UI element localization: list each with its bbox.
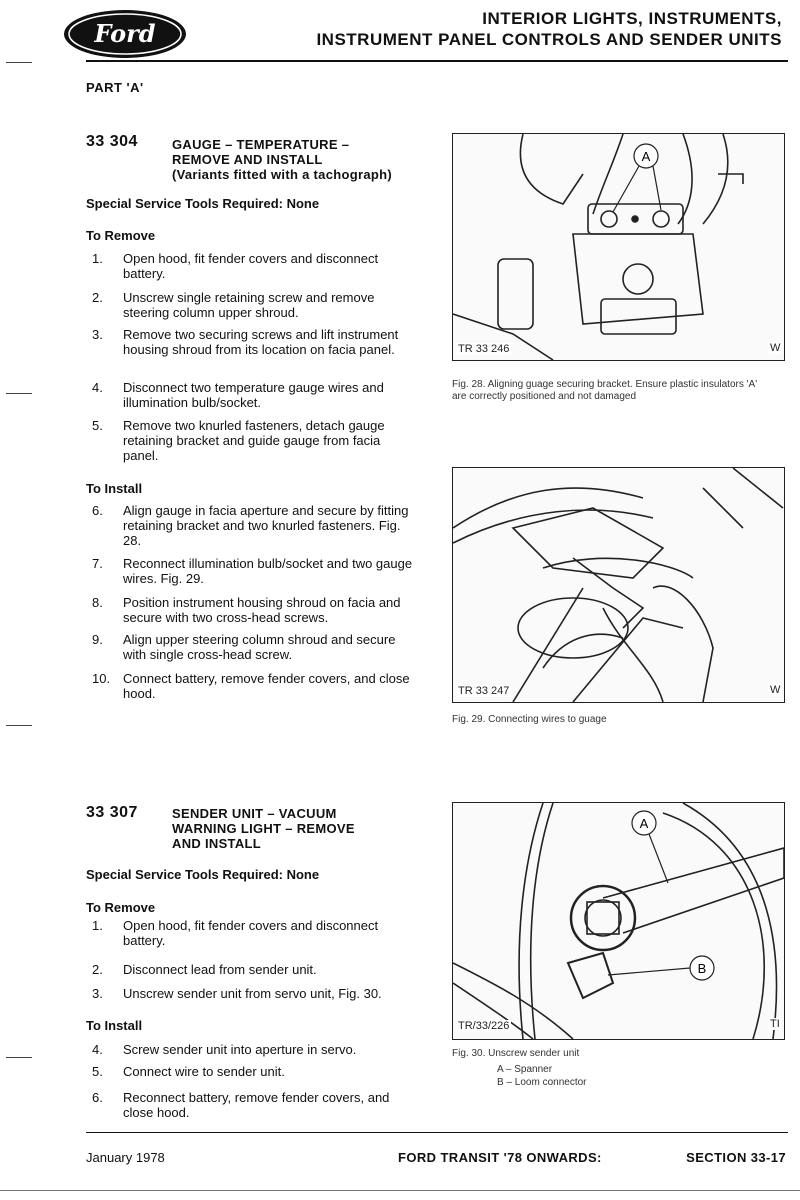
margin-mark xyxy=(6,725,32,726)
figure-ref: TR/33/226 xyxy=(458,1020,510,1032)
margin-mark xyxy=(6,62,32,63)
step-item xyxy=(92,918,418,948)
step-number: 4. xyxy=(92,380,103,395)
heading-line: GAUGE – TEMPERATURE – xyxy=(172,137,350,152)
step-number: 5. xyxy=(92,418,103,433)
scan-edge-rule xyxy=(0,1190,800,1191)
step-text: Align gauge in facia aperture and secure by fitting retaining bracket and two knurled fasteners. Fig. 28. xyxy=(123,503,409,548)
step-text: Open hood, fit fender covers and disconnect battery. xyxy=(123,251,379,281)
remove-heading: To Remove xyxy=(86,900,156,915)
heading-line: (Variants fitted with a tachograph) xyxy=(172,167,392,182)
heading-line: WARNING LIGHT – REMOVE xyxy=(172,821,355,836)
heading-line: AND INSTALL xyxy=(172,836,261,851)
step-item xyxy=(92,1042,418,1057)
step-text: Reconnect battery, remove fender covers, and close hood. xyxy=(123,1090,390,1120)
step-number: 9. xyxy=(92,632,103,647)
footer-date: January 1978 xyxy=(86,1150,165,1165)
remove-heading: To Remove xyxy=(86,228,156,243)
footer-vehicle: FORD TRANSIT '78 ONWARDS: xyxy=(398,1150,602,1165)
margin-mark xyxy=(6,393,32,394)
step-text: Reconnect illumination bulb/socket and two gauge wires. Fig. 29. xyxy=(123,556,413,586)
step-text: Connect battery, remove fender covers, and close hood. xyxy=(123,671,410,701)
step-number: 5. xyxy=(92,1064,103,1079)
figure-30-caption: Fig. 30. Unscrew sender unit xyxy=(452,1048,580,1059)
tools-line: Special Service Tools Required: None xyxy=(86,196,320,211)
step-text: Align upper steering column shroud and secure with single cross-head screw. xyxy=(123,632,396,662)
figure-key-a: A – Spanner xyxy=(497,1064,553,1075)
step-text: Connect wire to sender unit. xyxy=(123,1064,285,1079)
step-text: Disconnect two temperature gauge wires and illumination bulb/socket. xyxy=(123,380,384,410)
step-item xyxy=(92,290,418,320)
step-item xyxy=(92,418,418,463)
step-number: 10. xyxy=(92,671,111,686)
step-text: Screw sender unit into aperture in servo. xyxy=(123,1042,357,1057)
step-text: Disconnect lead from sender unit. xyxy=(123,962,317,977)
step-item xyxy=(92,251,418,281)
footer-rule xyxy=(86,1132,788,1133)
step-item xyxy=(92,632,418,662)
step-number: 6. xyxy=(92,1090,103,1105)
step-number: 3. xyxy=(92,986,103,1001)
figure-29-illustration xyxy=(452,467,785,703)
svg-text:Ford: Ford xyxy=(94,19,156,48)
step-number: 1. xyxy=(92,918,103,933)
figure-ref: TR 33 246 xyxy=(458,343,510,355)
figure-28-caption: Fig. 28. Aligning guage securing bracket. Ensure plastic insulators 'A' are correctly positioned and not damaged xyxy=(452,379,758,402)
title-line-2: INSTRUMENT PANEL CONTROLS AND SENDER UNITS xyxy=(316,30,782,49)
step-item xyxy=(92,503,418,548)
step-number: 3. xyxy=(92,327,103,342)
step-number: 2. xyxy=(92,290,103,305)
callout-a: A xyxy=(641,149,651,164)
step-number: 1. xyxy=(92,251,103,266)
install-heading: To Install xyxy=(86,1018,143,1033)
step-item xyxy=(92,327,418,357)
step-item xyxy=(92,962,418,977)
step-number: 8. xyxy=(92,595,103,610)
section-heading xyxy=(172,806,355,851)
figure-ref: TR 33 247 xyxy=(458,685,510,697)
footer-section: SECTION 33-17 xyxy=(686,1150,786,1165)
step-number: 4. xyxy=(92,1042,103,1057)
section-number: 33 307 xyxy=(86,804,138,821)
step-item xyxy=(92,556,418,586)
ford-logo xyxy=(62,8,188,60)
figure-corner-mark: W xyxy=(770,342,781,354)
step-number: 6. xyxy=(92,503,103,518)
step-text: Unscrew single retaining screw and remove steering column upper shroud. xyxy=(123,290,375,320)
step-item xyxy=(92,986,418,1001)
heading-line: SENDER UNIT – VACUUM xyxy=(172,806,337,821)
tools-line: Special Service Tools Required: None xyxy=(86,867,320,882)
heading-line: REMOVE AND INSTALL xyxy=(172,152,323,167)
step-text: Remove two knurled fasteners, detach gauge retaining bracket and guide gauge from facia panel. xyxy=(123,418,385,463)
install-heading: To Install xyxy=(86,481,143,496)
figure-corner-mark: W xyxy=(770,684,781,696)
section-heading xyxy=(172,137,392,182)
part-label: PART 'A' xyxy=(86,80,144,95)
step-text: Open hood, fit fender covers and disconnect battery. xyxy=(123,918,379,948)
header-rule xyxy=(86,60,788,62)
figure-30-illustration xyxy=(452,802,785,1040)
margin-mark xyxy=(6,1057,32,1058)
figure-29-caption: Fig. 29. Connecting wires to guage xyxy=(452,714,607,725)
step-text: Remove two securing screws and lift instrument housing shroud from its location on facia panel. xyxy=(123,327,399,357)
step-item xyxy=(92,380,418,410)
step-text: Unscrew sender unit from servo unit, Fig. 30. xyxy=(123,986,382,1001)
page-title xyxy=(316,8,782,50)
step-number: 2. xyxy=(92,962,103,977)
step-item xyxy=(92,1090,418,1120)
step-item xyxy=(92,1064,418,1079)
title-line-1: INTERIOR LIGHTS, INSTRUMENTS, xyxy=(482,9,782,28)
callout-a: A xyxy=(639,816,649,831)
step-item xyxy=(92,595,418,625)
figure-corner-mark: TI xyxy=(770,1018,780,1030)
figure-28-illustration xyxy=(452,133,785,361)
step-text: Position instrument housing shroud on facia and secure with two cross-head screws. xyxy=(123,595,401,625)
section-number: 33 304 xyxy=(86,133,138,150)
step-number: 7. xyxy=(92,556,103,571)
step-item xyxy=(92,671,418,701)
figure-key-b: B – Loom connector xyxy=(497,1077,587,1088)
callout-b: B xyxy=(697,961,707,976)
